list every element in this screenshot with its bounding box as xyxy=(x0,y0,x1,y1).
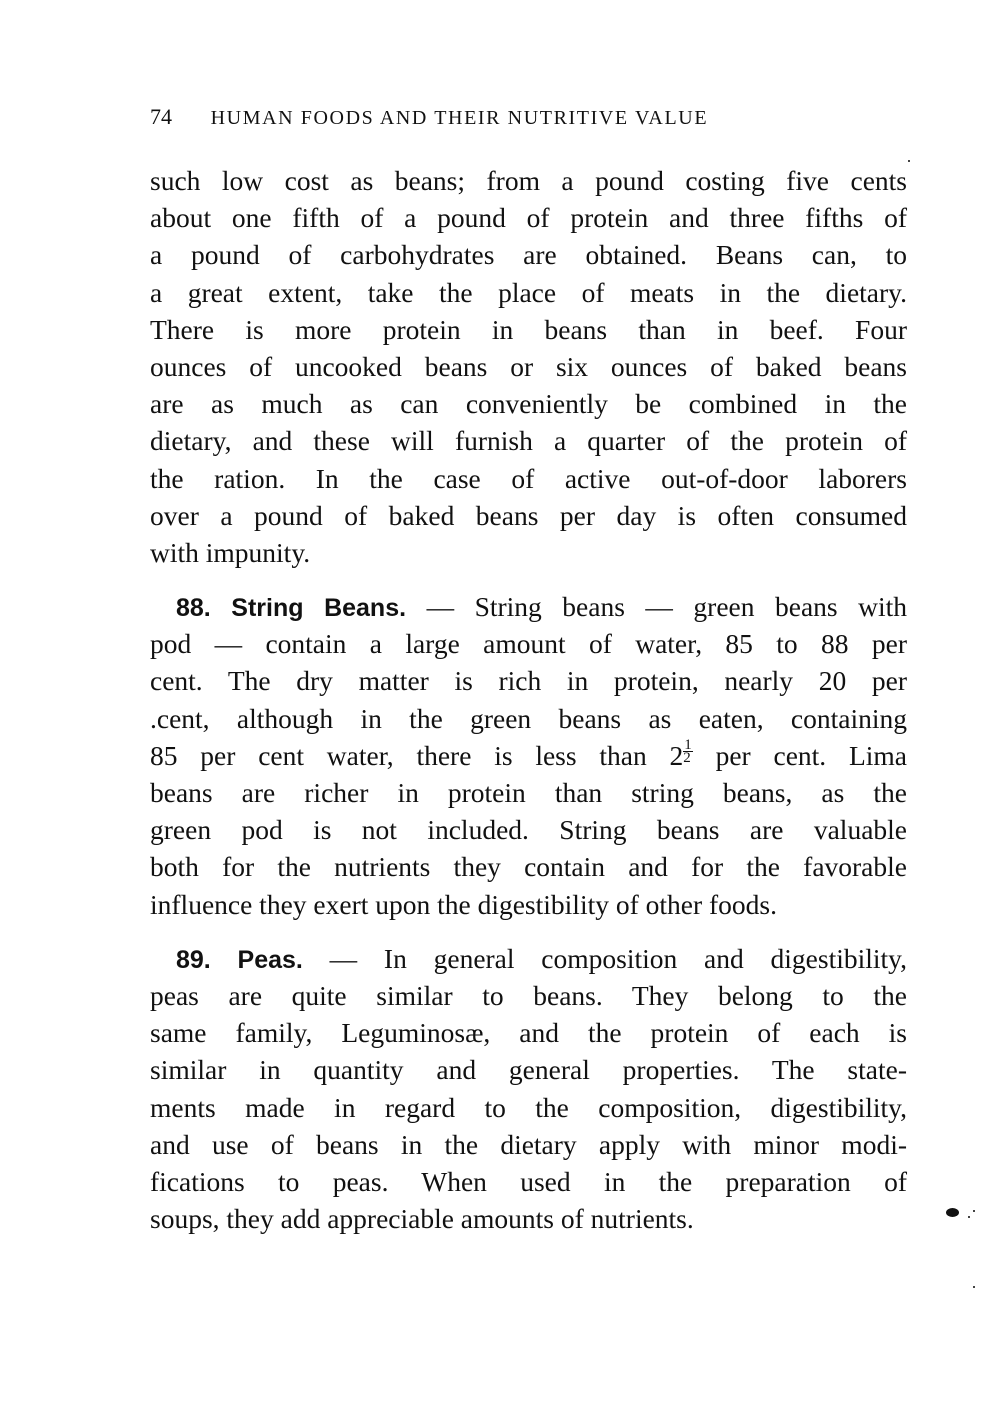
text-line: same family, Leguminosæ, and the protein of each is xyxy=(150,1017,907,1049)
ink-speck xyxy=(973,1210,975,1212)
paragraph-continuation xyxy=(150,162,907,571)
section-heading-line xyxy=(150,588,907,625)
ink-blot xyxy=(946,1208,959,1217)
text-line: There is more protein in beans than in beef. Four xyxy=(150,313,907,345)
page-number: 74 xyxy=(150,104,172,129)
text-line: both for the nutrients they contain and for the favorable xyxy=(150,851,907,883)
text-fragment: — String beans — green beans with xyxy=(406,591,908,623)
paragraph-gap xyxy=(150,923,907,940)
section-89-peas xyxy=(150,940,907,1238)
section-title: String Beans. xyxy=(231,594,407,623)
fraction-one-half xyxy=(683,736,693,766)
text-line: are as much as can conveniently be combined in the xyxy=(150,388,907,420)
text-line: soups, they add appreciable amounts of nutrients. xyxy=(150,1203,694,1235)
section-number: 89. xyxy=(176,945,211,974)
text-line: peas are quite similar to beans. They belong to the xyxy=(150,979,907,1011)
text-line: influence they exert upon the digestibility of other foods. xyxy=(150,888,777,920)
ink-speck xyxy=(968,1216,970,1218)
fraction-denominator: 2 xyxy=(683,749,691,766)
text-line: and use of beans in the dietary apply with minor modi- xyxy=(150,1128,907,1160)
text-line: a great extent, take the place of meats in the dietary. xyxy=(150,276,907,308)
text-line: fications to peas. When used in the preparation of xyxy=(150,1165,907,1197)
text-fragment: 85 per cent water, there is less than 2 xyxy=(150,739,684,771)
text-line-with-fraction xyxy=(150,737,907,774)
paragraph-gap xyxy=(150,571,907,588)
section-88-string-beans xyxy=(150,588,907,923)
text-line: beans are richer in protein than string beans, as the xyxy=(150,777,907,808)
section-heading-line xyxy=(150,940,907,977)
text-line: dietary, and these will furnish a quarter of the protein of xyxy=(150,425,907,457)
ink-speck xyxy=(973,1286,975,1288)
text-fragment: — In general composition and digestibility, xyxy=(302,942,908,974)
ink-speck xyxy=(908,160,910,162)
text-line: the ration. In the case of active out-of-door laborers xyxy=(150,462,907,494)
text-line: with impunity. xyxy=(150,536,311,568)
running-title: HUMAN FOODS AND THEIR NUTRITIVE VALUE xyxy=(210,107,709,129)
text-line: a pound of carbohydrates are obtained. Beans can, to xyxy=(150,239,907,271)
text-line: about one fifth of a pound of protein and three fifths of xyxy=(150,202,907,234)
text-line: similar in quantity and general properties. The state- xyxy=(150,1054,907,1086)
text-line: such low cost as beans; from a pound costing five cents xyxy=(150,165,907,196)
text-line: .cent, although in the green beans as eaten, containing xyxy=(150,702,907,734)
text-line: ounces of uncooked beans or six ounces of baked beans xyxy=(150,350,907,382)
section-title: Peas. xyxy=(237,945,303,974)
text-line: green pod is not included. String beans are valuable xyxy=(150,814,907,846)
body-text xyxy=(150,162,907,1237)
text-line: ments made in regard to the composition, digestibility, xyxy=(150,1091,907,1123)
text-fragment: per cent. Lima xyxy=(692,739,907,771)
text-line: cent. The dry matter is rich in protein, nearly 20 per xyxy=(150,665,907,697)
text-line: over a pound of baked beans per day is often consumed xyxy=(150,499,907,531)
text-line: pod — contain a large amount of water, 85 to 88 per xyxy=(150,628,907,660)
fraction-numerator: 1 xyxy=(684,736,692,753)
section-number: 88. xyxy=(176,594,211,623)
running-head xyxy=(150,104,850,130)
